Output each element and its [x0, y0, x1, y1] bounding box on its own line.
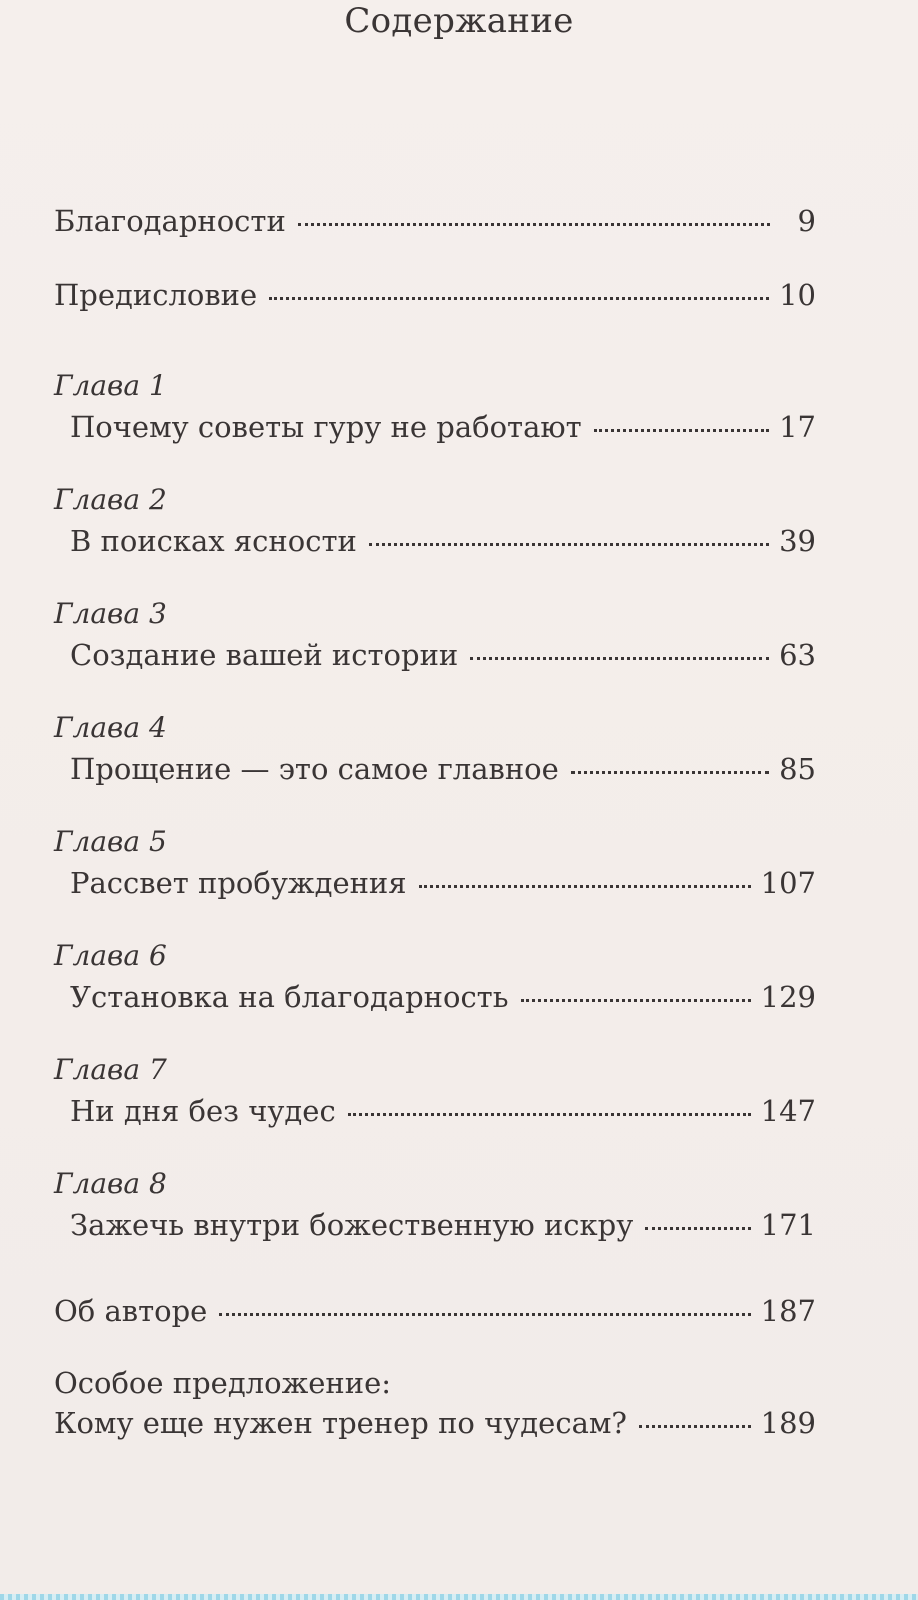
entry-title: Ни дня без чудес [70, 1094, 336, 1128]
entry-title: Прощение — это самое главное [70, 752, 559, 786]
dot-leader [521, 999, 751, 1002]
dot-leader [369, 543, 769, 546]
toc-entry-chapter-3 [70, 638, 816, 672]
chapter-label: Глава 5 [54, 825, 167, 858]
dot-leader [639, 1425, 751, 1428]
page-number: 129 [760, 980, 816, 1014]
toc-entry-chapter-7 [70, 1094, 816, 1128]
page-number: 10 [779, 278, 816, 312]
chapter-label: Глава 4 [54, 711, 167, 744]
dot-leader [645, 1227, 750, 1230]
entry-title: Почему советы гуру не работают [70, 410, 582, 444]
entry-title: В поисках ясности [70, 524, 357, 558]
entry-title: Благодарности [54, 204, 286, 238]
page-number: 39 [779, 524, 816, 558]
entry-title: Кому еще нужен тренер по чудесам? [54, 1406, 627, 1440]
chapter-label: Глава 7 [54, 1053, 167, 1086]
bottom-edge-strip [0, 1594, 918, 1600]
chapter-label: Глава 2 [54, 483, 167, 516]
toc-entry-chapter-5 [70, 866, 816, 900]
toc-entry-chapter-4 [70, 752, 816, 786]
entry-title: Создание вашей истории [70, 638, 459, 672]
dot-leader [298, 223, 770, 226]
page-number: 63 [779, 638, 816, 672]
entry-title: Зажечь внутри божественную искру [70, 1208, 634, 1242]
dot-leader [594, 429, 769, 432]
toc-entry-chapter-2 [70, 524, 816, 558]
dot-leader [470, 657, 769, 660]
page-number: 85 [779, 752, 816, 786]
chapter-label: Глава 1 [54, 369, 167, 402]
page-number: 9 [797, 204, 816, 238]
dot-leader [219, 1313, 750, 1316]
toc-entry-preface [54, 278, 816, 312]
page-number: 189 [760, 1406, 816, 1440]
entry-title: Рассвет пробуждения [70, 866, 407, 900]
dot-leader [419, 885, 751, 888]
chapter-label: Глава 3 [54, 597, 167, 630]
toc-entry-about-author [54, 1294, 816, 1328]
chapter-label: Глава 8 [54, 1167, 167, 1200]
dot-leader [348, 1113, 751, 1116]
page-number: 107 [760, 866, 816, 900]
toc-entry-chapter-6 [70, 980, 816, 1014]
dot-leader [269, 297, 769, 300]
toc-entry-chapter-1 [70, 410, 816, 444]
toc-entry-acknowledgements [54, 204, 816, 238]
entry-title: Предисловие [54, 278, 258, 312]
page-number: 171 [760, 1208, 816, 1242]
toc-entry-special-offer [54, 1406, 816, 1440]
toc-entry-chapter-8 [70, 1208, 816, 1242]
dot-leader [571, 771, 769, 774]
special-offer-heading: Особое предложение: [54, 1366, 391, 1400]
page-number: 147 [760, 1094, 816, 1128]
chapter-label: Глава 6 [54, 939, 167, 972]
entry-title: Об авторе [54, 1294, 208, 1328]
page-number: 187 [760, 1294, 816, 1328]
entry-title: Установка на благодарность [70, 980, 509, 1014]
page-title: Содержание [344, 1, 574, 41]
page-number: 17 [779, 410, 816, 444]
